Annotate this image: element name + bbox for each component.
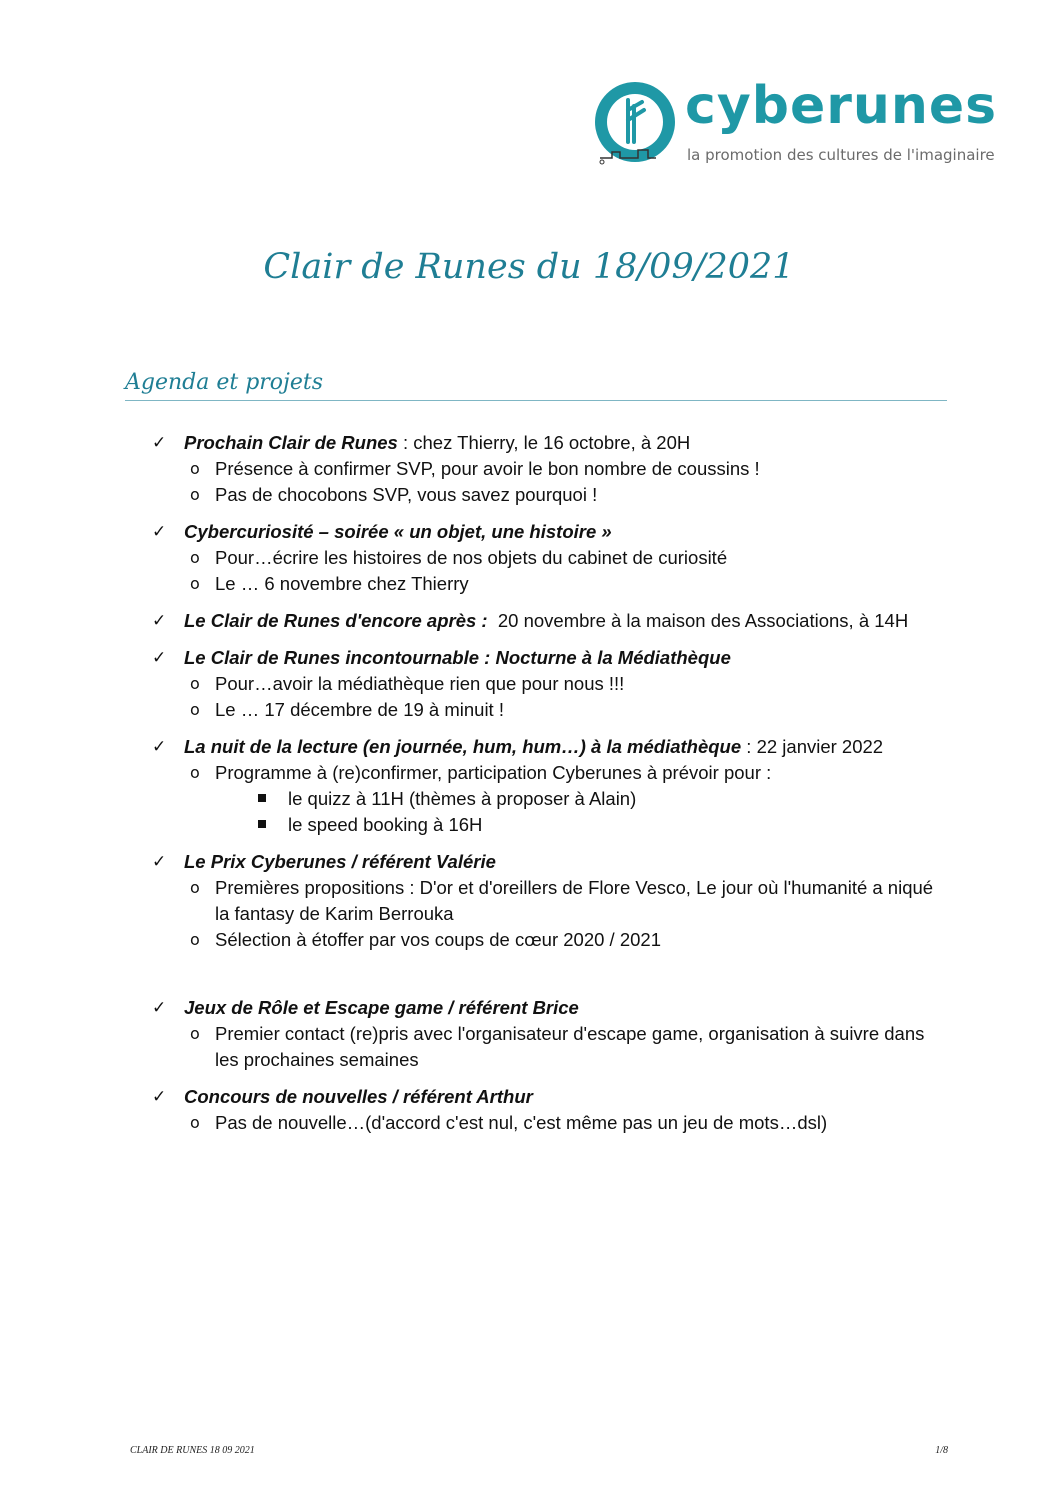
circle-bullet-icon: o [190, 878, 200, 897]
agenda-item [150, 734, 950, 838]
subsub-item [184, 786, 950, 812]
sub-item-text: Premier contact (re)pris avec l'organisateur d'escape game, organisation à suivre dans les prochaines semaines [215, 1023, 925, 1070]
agenda-item [150, 608, 950, 634]
sub-item [184, 545, 950, 571]
check-icon: ✓ [152, 611, 167, 631]
agenda-item [150, 1084, 950, 1136]
agenda-item [150, 645, 950, 723]
agenda-item-title: Jeux de Rôle et Escape game / référent Brice [184, 997, 579, 1018]
check-icon: ✓ [152, 433, 167, 453]
footer-page-number: 1/8 [935, 1445, 948, 1456]
circle-bullet-icon: o [190, 548, 200, 567]
sub-item-text: Pas de nouvelle…(d'accord c'est nul, c'est même pas un jeu de mots…dsl) [215, 1112, 828, 1133]
sub-item-text: Programme à (re)confirmer, participation Cyberunes à prévoir pour : [215, 762, 772, 783]
rune-tree-circle-icon [590, 80, 680, 170]
sub-item-text: Pour…écrire les histoires de nos objets du cabinet de curiosité [215, 547, 728, 568]
sub-list [184, 875, 950, 953]
sub-item [184, 571, 950, 597]
agenda-item-title: La nuit de la lecture (en journée, hum, hum…) à la médiathèque [184, 736, 742, 757]
sub-item [184, 482, 950, 508]
agenda-item-text: : chez Thierry, le 16 octobre, à 20H [397, 432, 691, 453]
circle-bullet-icon: o [190, 930, 200, 949]
subsub-item-text: le speed booking à 16H [288, 814, 483, 835]
agenda-item-title: Concours de nouvelles / référent Arthur [184, 1086, 533, 1107]
agenda-item [150, 995, 950, 1073]
logo-tagline: la promotion des cultures de l'imaginaire [687, 146, 995, 164]
section-heading: Agenda et projets [125, 370, 947, 401]
check-icon: ✓ [152, 648, 167, 668]
logo-wordmark: cyberunes [685, 76, 998, 136]
sub-list [184, 1110, 950, 1136]
sub-list [184, 1021, 950, 1073]
sub-item-text: Le … 6 novembre chez Thierry [215, 573, 469, 594]
sub-list [184, 671, 950, 723]
circle-bullet-icon: o [190, 459, 200, 478]
circle-bullet-icon: o [190, 1024, 200, 1043]
sub-item [184, 875, 950, 927]
subsub-item-text: le quizz à 11H (thèmes à proposer à Alain) [288, 788, 637, 809]
sub-item-text: Premières propositions : D'or et d'oreillers de Flore Vesco, Le jour où l'humanité a niqué la fantasy de Karim Berrouka [215, 877, 934, 924]
check-icon: ✓ [152, 852, 167, 872]
agenda-list [150, 430, 950, 1147]
sub-list [184, 760, 950, 786]
sub-item [184, 697, 950, 723]
agenda-item [150, 849, 950, 953]
check-icon: ✓ [152, 522, 167, 542]
agenda-item [150, 430, 950, 508]
circle-bullet-icon: o [190, 700, 200, 719]
sub-item [184, 927, 950, 953]
sub-item [184, 1021, 950, 1073]
subsub-list [184, 786, 950, 838]
circle-bullet-icon: o [190, 674, 200, 693]
sub-item [184, 456, 950, 482]
circle-bullet-icon: o [190, 574, 200, 593]
check-icon: ✓ [152, 1087, 167, 1107]
sub-item [184, 1110, 950, 1136]
circle-bullet-icon: o [190, 1113, 200, 1132]
agenda-item-title: Cybercuriosité – soirée « un objet, une histoire » [184, 521, 612, 542]
sub-list [184, 545, 950, 597]
agenda-item-title: Prochain Clair de Runes [184, 432, 398, 453]
agenda-item-title: Le Clair de Runes incontournable : Nocturne à la Médiathèque [184, 647, 731, 668]
document-title: Clair de Runes du 18/09/2021 [263, 247, 795, 287]
cyberunes-logo [590, 76, 998, 175]
square-bullet-icon [258, 820, 266, 828]
sub-list [184, 456, 950, 508]
agenda-item [150, 519, 950, 597]
sub-item-text: Présence à confirmer SVP, pour avoir le bon nombre de coussins ! [215, 458, 760, 479]
footer-document-name: CLAIR DE RUNES 18 09 2021 [130, 1445, 255, 1456]
sub-item-text: Sélection à étoffer par vos coups de cœur 2020 / 2021 [215, 929, 661, 950]
sub-item-text: Le … 17 décembre de 19 à minuit ! [215, 699, 504, 720]
agenda-item-title: Le Clair de Runes d'encore après : [184, 610, 488, 631]
subsub-item [184, 812, 950, 838]
sub-item [184, 760, 950, 786]
sub-item-text: Pas de chocobons SVP, vous savez pourquoi ! [215, 484, 598, 505]
circle-bullet-icon: o [190, 763, 200, 782]
check-icon: ✓ [152, 998, 167, 1018]
sub-item-text: Pour…avoir la médiathèque rien que pour nous !!! [215, 673, 625, 694]
agenda-item-text: 20 novembre à la maison des Associations, à 14H [487, 610, 909, 631]
sub-item [184, 671, 950, 697]
circle-bullet-icon: o [190, 485, 200, 504]
check-icon: ✓ [152, 737, 167, 757]
square-bullet-icon [258, 794, 266, 802]
agenda-item-text: : 22 janvier 2022 [741, 736, 884, 757]
agenda-item-title: Le Prix Cyberunes / référent Valérie [184, 851, 496, 872]
